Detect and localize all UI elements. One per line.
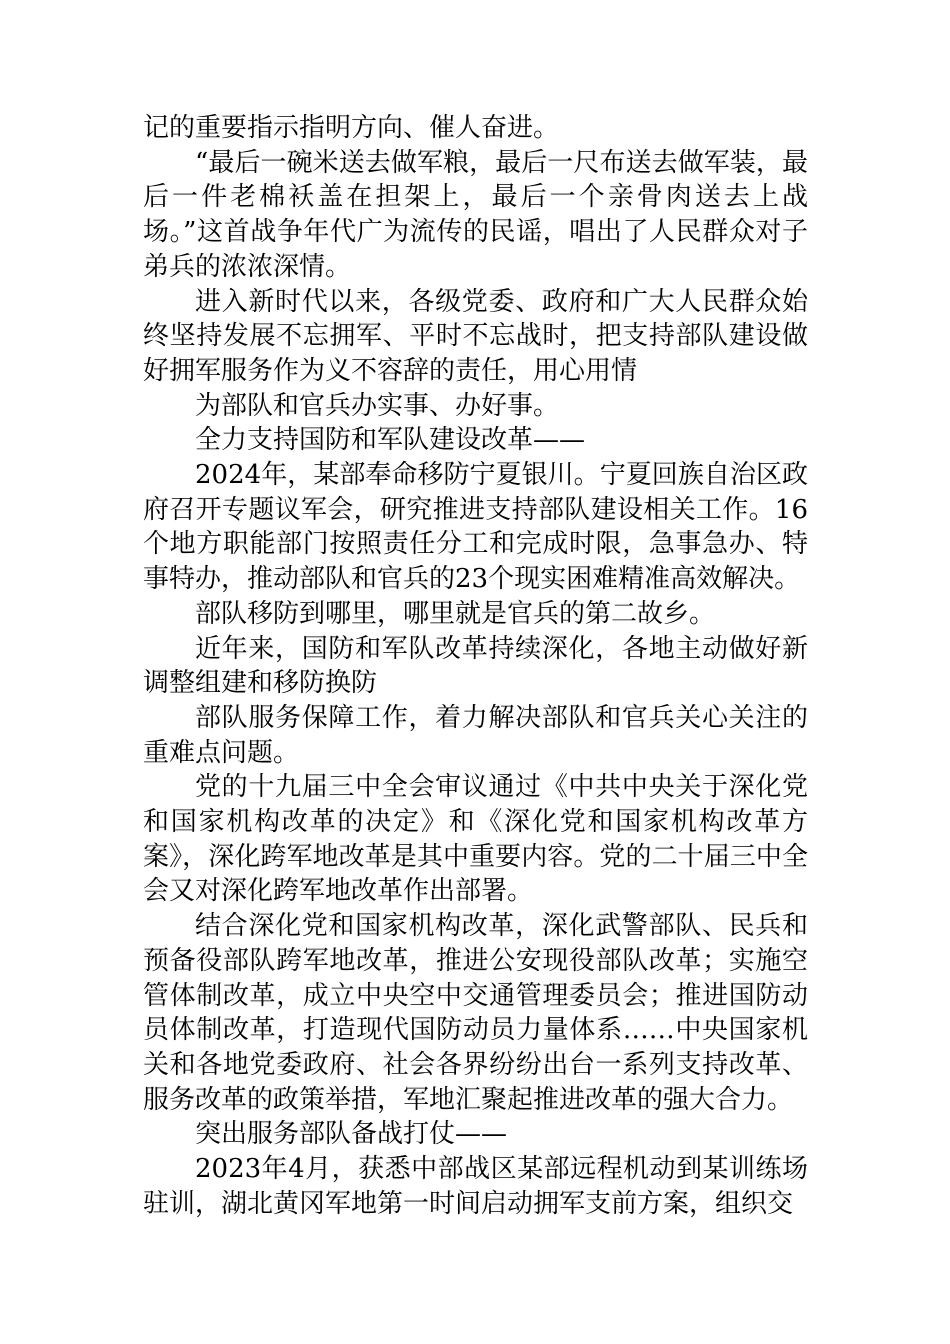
document-body [143, 111, 808, 1222]
section-heading: 全力支持国防和军队建设改革—— [195, 425, 586, 456]
paragraph: 进入新时代以来，各级党委、政府和广大人民群众始终坚持发展不忘拥军、平时不忘战时，把支持部队建设做好拥军服务作为义不容辞的责任，用心用情 [143, 286, 808, 386]
paragraph: 党的十九届三中全会审议通过《中共中央关于深化党和国家机构改革的决定》和《深化党和国家机构改革方案》，深化跨军地改革是其中重要内容。党的二十届三中全会又对深化跨军地改革作出部署。 [143, 772, 808, 907]
paragraph: 结合深化党和国家机构改革，深化武警部队、民兵和预备役部队跨军地改革，推进公安现役部队改革；实施空管体制改革，成立中央空中交通管理委员会；推进国防动员体制改革，打造现代国防动员力量体系……中央国家机关和各地党委政府、社会各界纷纷出台一系列支持改革、服务改革的政策举措，军地汇聚起推进改革的强大合力。 [143, 911, 808, 1115]
section-heading: 突出服务部队备战打仗—— [195, 1119, 508, 1150]
paragraph: 2023年4月，获悉中部战区某部远程机动到某训练场驻训，湖北黄冈军地第一时间启动拥军支前方案，组织交 [143, 1154, 808, 1219]
paragraph: 2024年，某部奉命移防宁夏银川。宁夏回族自治区政府召开专题议军会，研究推进支持部队建设相关工作。16个地方职能部门按照责任分工和完成时限，急事急办、特事特办，推动部队和官兵的23个现实困难精准高效解决。 [143, 460, 808, 595]
paragraph: “最后一碗米送去做军粮，最后一尺布送去做军装，最后一件老棉袄盖在担架上，最后一个亲骨肉送去上战场。”这首战争年代广为流传的民谣，唱出了人民群众对子弟兵的浓浓深情。 [143, 147, 808, 282]
paragraph: 记的重要指示指明方向、催人奋进。 [143, 113, 560, 143]
paragraph: 部队移防到哪里，哪里就是官兵的第二故乡。 [195, 598, 716, 629]
paragraph: 部队服务保障工作，着力解决部队和官兵关心关注的重难点问题。 [143, 702, 808, 768]
paragraph: 为部队和官兵办实事、办好事。 [195, 390, 560, 421]
paragraph: 近年来，国防和军队改革持续深化，各地主动做好新调整组建和移防换防 [143, 633, 808, 699]
